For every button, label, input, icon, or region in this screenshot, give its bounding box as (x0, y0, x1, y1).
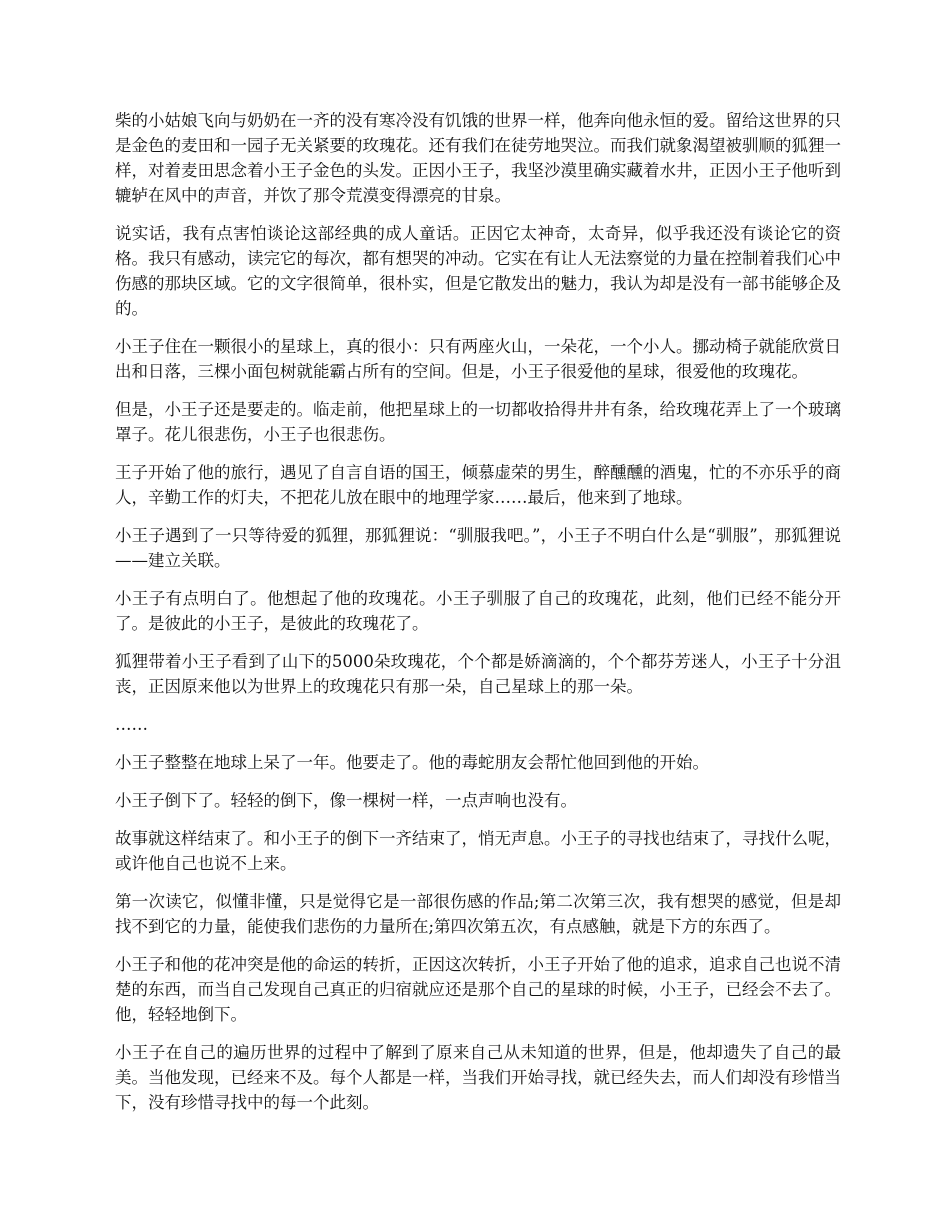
paragraph: 说实话，我有点害怕谈论这部经典的成人童话。正因它太神奇，太奇异，似乎我还没有谈论它的资格。我只有感动，读完它的每次，都有想哭的冲动。它实在有让人无法察觉的力量在控制着我们心中伤感的那块区域。它的文字很简单，很朴实，但是它散发出的魅力，我认为却是没有一部书能够企及的。 (115, 224, 841, 318)
paragraph: 小王子住在一颗很小的星球上，真的很小：只有两座火山，一朵花，一个小人。挪动椅子就能欣赏日出和日落，三棵小面包树就能霸占所有的空间。但是，小王子很爱他的星球，很爱他的玫瑰花。 (115, 337, 841, 381)
paragraph: 小王子有点明白了。他想起了他的玫瑰花。小王子驯服了自己的玫瑰花，此刻，他们已经不能分开了。是彼此的小王子，是彼此的玫瑰花了。 (115, 589, 841, 633)
paragraph: 小王子整整在地球上呆了一年。他要走了。他的毒蛇朋友会帮忙他回到他的开始。 (115, 753, 709, 772)
paragraph: 故事就这样结束了。和小王子的倒下一齐结束了，悄无声息。小王子的寻找也结束了，寻找什么呢，或许他自己也说不上来。 (115, 829, 841, 873)
paragraph: 狐狸带着小王子看到了山下的5000朵玫瑰花，个个都是娇滴滴的，个个都芬芳迷人，小王子十分沮丧，正因原来他以为世界上的玫瑰花只有那一朵，自己星球上的那一朵。 (115, 652, 841, 696)
paragraph: 但是，小王子还是要走的。临走前，他把星球上的一切都收拾得井井有条，给玫瑰花弄上了一个玻璃罩子。花儿很悲伤，小王子也很悲伤。 (115, 400, 841, 444)
paragraph: 小王子遇到了一只等待爱的狐狸，那狐狸说：“驯服我吧。”，小王子不明白什么是“驯服”，那狐狸说——建立关联。 (115, 526, 841, 570)
paragraph: 小王子倒下了。轻轻的倒下，像一棵树一样，一点声响也没有。 (115, 791, 577, 810)
paragraph: 第一次读它，似懂非懂，只是觉得它是一部很伤感的作品;第二次第三次，我有想哭的感觉，但是却找不到它的力量，能使我们悲伤的力量所在;第四次第五次，有点感触，就是下方的东西了。 (115, 892, 841, 936)
ellipsis-paragraph: …… (115, 715, 148, 734)
document-body (115, 108, 841, 1128)
paragraph: 王子开始了他的旅行，遇见了自言自语的国王，倾慕虚荣的男生，醉醺醺的酒鬼，忙的不亦乐乎的商人，辛勤工作的灯夫，不把花儿放在眼中的地理学家……最后，他来到了地球。 (115, 463, 841, 507)
paragraph: 小王子和他的花冲突是他的命运的转折，正因这次转折，小王子开始了他的追求，追求自己也说不清楚的东西，而当自己发现自己真正的归宿就应还是那个自己的星球的时候，小王子，已经会不去了。他，轻轻地倒下。 (115, 955, 841, 1024)
paragraph: 柴的小姑娘飞向与奶奶在一齐的没有寒冷没有饥饿的世界一样，他奔向他永恒的爱。留给这世界的只是金色的麦田和一园子无关紧要的玫瑰花。还有我们在徒劳地哭泣。而我们就象渴望被驯顺的狐狸一样，对着麦田思念着小王子金色的头发。正因小王子，我坚沙漠里确实藏着水井，正因小王子他听到辘轳在风中的声音，并饮了那令荒漠变得漂亮的甘泉。 (115, 111, 841, 205)
paragraph: 小王子在自己的遍历世界的过程中了解到了原来自己从未知道的世界，但是，他却遗失了自己的最美。当他发现，已经来不及。每个人都是一样，当我们开始寻找，就已经失去，而人们却没有珍惜当下，没有珍惜寻找中的每一个此刻。 (115, 1043, 841, 1112)
